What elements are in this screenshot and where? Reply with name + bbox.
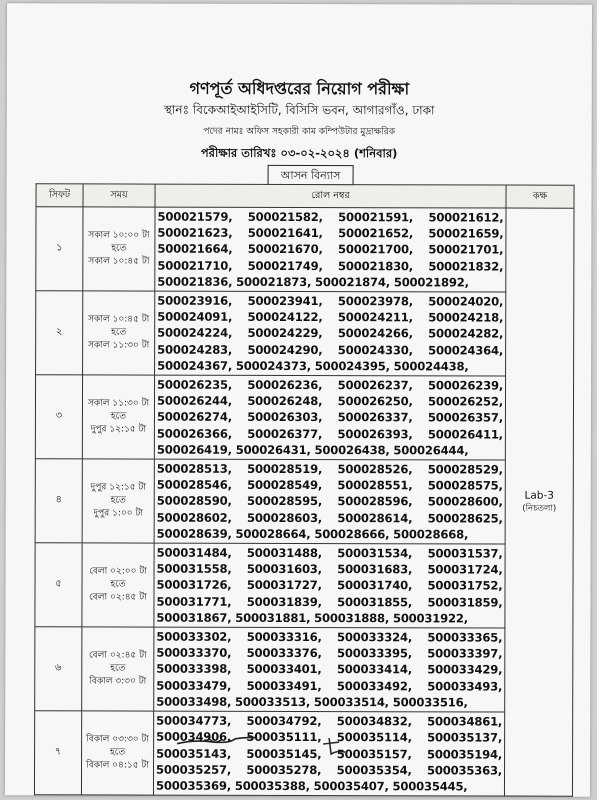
column-header-room: কক্ষ <box>506 185 574 208</box>
time-cell <box>83 291 155 375</box>
time-cell <box>82 627 154 711</box>
shift-number: ৭ <box>34 711 81 795</box>
time-end: দুপুর ১২:১৫ টা <box>90 424 147 435</box>
time-to: হতে <box>111 327 127 338</box>
shift-number: ৫ <box>35 543 82 627</box>
table-row <box>35 627 573 712</box>
time-start: বেলা ০২:৪৫ টা <box>88 650 147 661</box>
venue-line: স্থানঃ বিকেআইআইসিটি, বিসিসি ভবন, আগারগাঁও, ঢাকা <box>163 102 435 118</box>
shift-number: ৬ <box>35 627 82 711</box>
roll-numbers: 500033302, 500033316, 500033324, 500033365, 500033370, 500033376, 500033395, 500033397, 500033398, 500033401, 500033414, 500033429, 500033479, 500033491, 500033492, 500033493, 500033498, 500033513, 500033514, 500033516, <box>154 627 505 712</box>
time-end: সকাল ১০:৪৫ টা <box>88 256 150 267</box>
seat-plan-label: আসন বিন্যাস <box>268 165 354 186</box>
time-cell <box>82 375 154 459</box>
room-name: Lab-3 <box>524 489 554 502</box>
table-row <box>35 375 573 460</box>
roll-numbers: 500034773, 500034792, 500034832, 500034861, 500034906, 500035111, 500035114, 500035137, 500035143, 500035145, 500035157, 500035194, 500035257, 500035278, 500035354, 500035363, 500035369, 500035388, 500035407, 500035445, <box>153 711 504 796</box>
shift-number: ২ <box>36 291 83 375</box>
time-start: সকাল ১০:০০ টা <box>88 230 150 241</box>
time-start: সকাল ১১:৩০ টা <box>87 398 150 409</box>
room-floor: (নিচতলা) <box>522 503 557 514</box>
table-row <box>34 711 572 796</box>
time-cell <box>82 543 154 627</box>
time-end: বেলা ০২:৪৫ টা <box>89 592 147 603</box>
time-cell <box>82 459 154 543</box>
time-to: হতে <box>110 579 126 590</box>
time-cell <box>81 711 153 795</box>
shift-number: ৩ <box>35 375 82 459</box>
column-header-roll: রোল নম্বর <box>155 184 506 208</box>
table-row <box>35 543 573 628</box>
table-header-row <box>36 184 574 208</box>
exam-title: গণপূর্ত অধিদপ্তরের নিয়োগ পরীক্ষা <box>189 78 410 99</box>
post-name-line: পদের নামঃ অফিস সহকারী কাম কম্পিউটার মুদ্রাক্ষরিক <box>203 126 396 138</box>
column-header-time: সময় <box>83 184 155 207</box>
room-cell <box>504 208 574 796</box>
shift-number: ৪ <box>35 459 82 543</box>
time-end: দুপুর ১:০০ টা <box>93 508 144 519</box>
time-end: সকাল ১১:৩০ টা <box>88 340 150 351</box>
time-start: সকাল ১০:৪৫ টা <box>88 314 150 325</box>
roll-numbers: 500021579, 500021582, 500021591, 500021612, 500021623, 500021641, 500021652, 500021659, 500021664, 500021670, 500021700, 500021701, 500021710, 500021749, 500021830, 500021832, 500021836, 500021873, 500021874, 500021892, <box>155 207 506 292</box>
roll-numbers: 500028513, 500028519, 500028526, 500028529, 500028546, 500028549, 500028551, 500028575, 500028590, 500028595, 500028596, 500028600, 500028602, 500028603, 500028614, 500028625, 500028639, 500028664, 500028666, 500028668, <box>154 459 505 544</box>
time-to: হতে <box>110 411 127 422</box>
time-to: হতে <box>110 663 126 674</box>
shift-number: ১ <box>36 207 83 291</box>
time-to: হতে <box>110 747 126 758</box>
roll-numbers: 500023916, 500023941, 500023978, 500024020, 500024091, 500024122, 500024211, 500024218, 500024224, 500024229, 500024266, 500024282, 500024283, 500024290, 500024330, 500024364, 500024367, 500024373, 500024395, 500024438, <box>155 291 506 376</box>
time-end: বিকাল ৩:৩০ টা <box>89 676 147 687</box>
time-start: বিকাল ০৩:৩০ টা <box>86 734 150 745</box>
column-header-shift: সিফট <box>36 184 83 207</box>
time-cell <box>83 207 155 291</box>
signature-left <box>173 730 263 754</box>
time-end: বিকাল ০৪:১৫ টা <box>86 760 149 771</box>
time-to: হতে <box>111 243 127 254</box>
exam-date-line: পরীক্ষার তারিখঃ ০৩-০২-২০২৪ (শনিবার) <box>200 145 398 161</box>
table-row <box>36 207 574 292</box>
seat-plan-table <box>34 183 575 797</box>
signature-right <box>317 732 357 758</box>
table-row <box>35 459 573 544</box>
document-page <box>5 3 592 797</box>
table-row <box>36 291 574 376</box>
time-start: বেলা ০২:০০ টা <box>89 566 147 577</box>
time-to: হতে <box>110 495 126 506</box>
roll-numbers: 500031484, 500031488, 500031534, 500031537, 500031558, 500031603, 500031683, 500031724, 500031726, 500031727, 500031740, 500031752, 500031771, 500031839, 500031855, 500031859, 500031867, 500031881, 500031888, 500031922, <box>154 543 505 628</box>
time-start: দুপুর ১২:১৫ টা <box>90 482 147 493</box>
roll-numbers: 500026235, 500026236, 500026237, 500026239, 500026244, 500026248, 500026250, 500026252, 500026274, 500026303, 500026337, 500026357, 500026366, 500026377, 500026393, 500026411, 500026419, 500026431, 500026438, 500026444, <box>154 375 505 460</box>
